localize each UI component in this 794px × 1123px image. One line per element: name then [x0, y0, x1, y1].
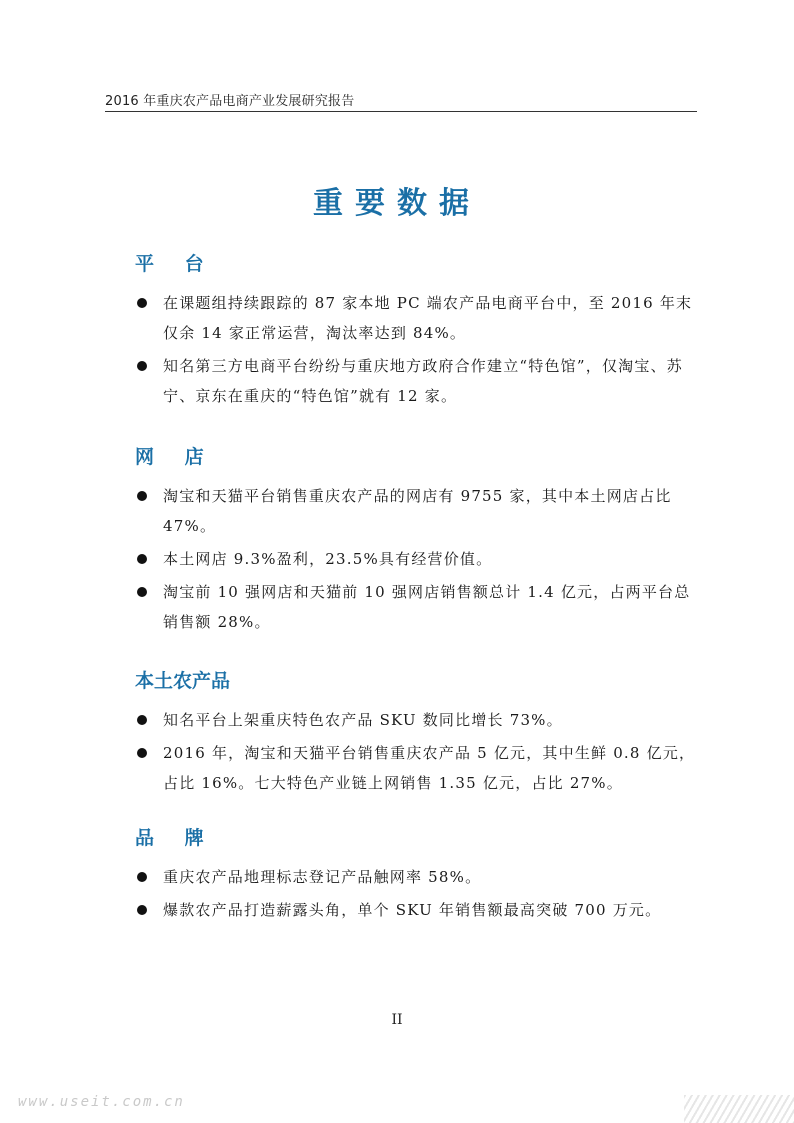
list-item	[135, 705, 705, 735]
list-item	[135, 351, 705, 411]
list-item-text: 在课题组持续跟踪的 87 家本地 PC 端农产品电商平台中，至 2016 年末仅余 14 家正常运营，淘汰率达到 84%。	[163, 294, 693, 342]
section-heading-online-stores: 网 店	[135, 446, 216, 468]
section-heading-local-products: 本土农产品	[135, 670, 231, 692]
list-item-text: 淘宝和天猫平台销售重庆农产品的网店有 9755 家，其中本土网店占比 47%。	[163, 487, 672, 535]
bullet-icon	[137, 491, 147, 501]
list-item	[135, 862, 705, 892]
list-item	[135, 544, 705, 574]
page-title: 重要数据	[313, 186, 481, 221]
section-heading-platform: 平 台	[135, 253, 216, 275]
list-item-text: 淘宝前 10 强网店和天猫前 10 强网店销售额总计 1.4 亿元，占两平台总销售额 28%。	[163, 583, 691, 631]
bullet-icon	[137, 554, 147, 564]
watermark: www.useit.com.cn	[18, 1094, 185, 1110]
corner-decoration	[684, 1095, 794, 1123]
section-local-products	[135, 667, 705, 801]
header-rule	[105, 111, 697, 112]
list-item	[135, 481, 705, 541]
section-online-stores	[135, 443, 705, 640]
bullet-list-online-stores	[135, 481, 705, 637]
bullet-list-brand	[135, 862, 705, 925]
section-brand	[135, 824, 705, 928]
section-platform	[135, 250, 705, 414]
bullet-list-platform	[135, 288, 705, 411]
bullet-icon	[137, 587, 147, 597]
bullet-list-local-products	[135, 705, 705, 798]
list-item	[135, 895, 705, 925]
bullet-icon	[137, 905, 147, 915]
running-header: 2016 年重庆农产品电商产业发展研究报告	[105, 94, 355, 109]
list-item-text: 重庆农产品地理标志登记产品触网率 58%。	[163, 868, 482, 886]
list-item-text: 本土网店 9.3%盈利，23.5%具有经营价值。	[163, 550, 493, 568]
list-item-text: 知名平台上架重庆特色农产品 SKU 数同比增长 73%。	[163, 711, 563, 729]
bullet-icon	[137, 361, 147, 371]
bullet-icon	[137, 715, 147, 725]
bullet-icon	[137, 748, 147, 758]
list-item-text: 爆款农产品打造薪露头角，单个 SKU 年销售额最高突破 700 万元。	[163, 901, 662, 919]
list-item-text: 知名第三方电商平台纷纷与重庆地方政府合作建立“特色馆”，仅淘宝、苏宁、京东在重庆的“特色馆”就有 12 家。	[163, 357, 683, 405]
page-number: II	[391, 1012, 403, 1028]
list-item-text: 2016 年，淘宝和天猫平台销售重庆农产品 5 亿元，其中生鲜 0.8 亿元，占比 16%。七大特色产业链上网销售 1.35 亿元，占比 27%。	[163, 744, 696, 792]
list-item	[135, 288, 705, 348]
list-item	[135, 577, 705, 637]
bullet-icon	[137, 298, 147, 308]
section-heading-brand: 品 牌	[135, 827, 216, 849]
list-item	[135, 738, 705, 798]
bullet-icon	[137, 872, 147, 882]
